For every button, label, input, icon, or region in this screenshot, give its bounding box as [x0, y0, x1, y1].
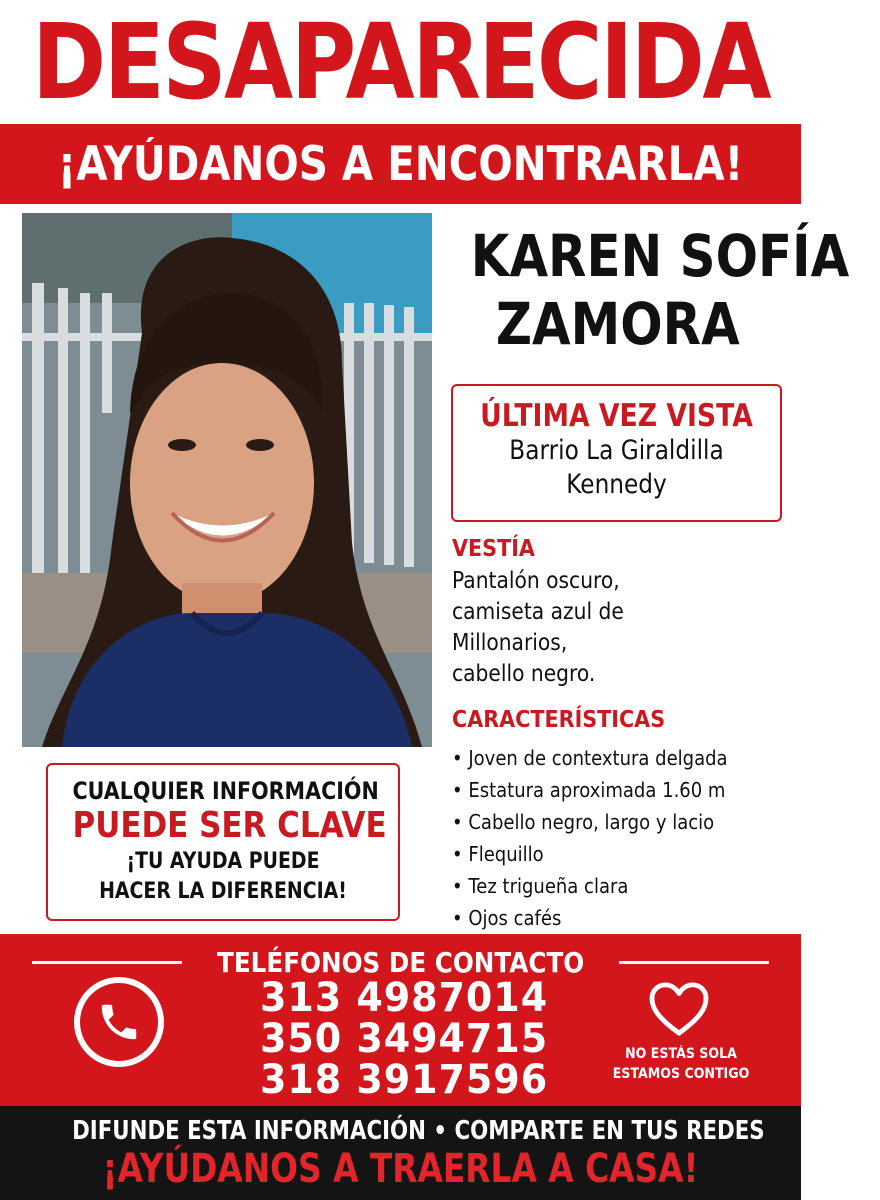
- feature-item: • Ojos cafés: [452, 902, 728, 934]
- clothing-line: cabello negro.: [452, 661, 596, 687]
- clothing-description: [452, 566, 742, 690]
- support-line-2: ESTAMOS CONTIGO: [612, 1066, 750, 1082]
- last-seen-box: [451, 384, 782, 522]
- features-list: [452, 742, 728, 934]
- info-line-4: HACER LA DIFERENCIA!: [99, 879, 347, 904]
- missing-person-photo: [22, 213, 432, 747]
- feature-item: • Estatura aproximada 1.60 m: [452, 774, 728, 806]
- heart-icon: [648, 981, 710, 1037]
- info-line-3: ¡TU AYUDA PUEDE: [126, 849, 320, 874]
- person-surname: ZAMORA: [495, 290, 740, 358]
- phone-numbers: [260, 975, 563, 1103]
- feature-item: • Flequillo: [452, 838, 728, 870]
- clothing-line: Millonarios,: [452, 630, 568, 656]
- contact-band: [0, 934, 801, 1106]
- info-line-2: PUEDE SER CLAVE: [72, 805, 387, 846]
- phone-number[interactable]: 313 4987014: [260, 975, 549, 1021]
- subheadline-text: ¡AYÚDANOS A ENCONTRARLA!: [57, 136, 744, 192]
- contact-title: TELÉFONOS DE CONTACTO: [216, 945, 585, 979]
- footer-share-text: DIFUNDE ESTA INFORMACIÓN • COMPARTE EN TUS REDES: [72, 1116, 765, 1146]
- footer-band: [0, 1106, 801, 1200]
- features-title: CARACTERÍSTICAS: [452, 707, 666, 733]
- support-line-1: NO ESTÁS SOLA: [625, 1046, 737, 1062]
- feature-item: • Tez trigueña clara: [452, 870, 728, 902]
- subheadline-band: [0, 124, 801, 204]
- clothing-line: camiseta azul de: [452, 599, 624, 625]
- feature-item: • Cabello negro, largo y lacio: [452, 806, 728, 838]
- clothing-title: VESTÍA: [452, 536, 535, 562]
- feature-item: • Joven de contextura delgada: [452, 742, 728, 774]
- footer-call-to-action: ¡AYÚDANOS A TRAERLA A CASA!: [102, 1146, 699, 1192]
- phone-icon: [74, 977, 164, 1067]
- info-call-box: [46, 763, 400, 921]
- divider-left: [32, 961, 182, 964]
- support-message: [596, 1044, 766, 1084]
- last-seen-place-line2: Kennedy: [566, 469, 667, 500]
- phone-number[interactable]: 350 3494715: [260, 1016, 549, 1062]
- last-seen-title: ÚLTIMA VEZ VISTA: [480, 398, 753, 434]
- person-first-names: KAREN SOFÍA: [470, 222, 850, 290]
- info-line-1: CUALQUIER INFORMACIÓN: [72, 777, 379, 805]
- last-seen-place-line1: Barrio La Giraldilla: [509, 435, 724, 466]
- divider-right: [619, 961, 769, 964]
- person-name: [440, 222, 850, 358]
- headline-desaparecida: DESAPARECIDA: [32, 1, 769, 123]
- phone-number[interactable]: 318 3917596: [260, 1057, 549, 1103]
- clothing-line: Pantalón oscuro,: [452, 568, 620, 594]
